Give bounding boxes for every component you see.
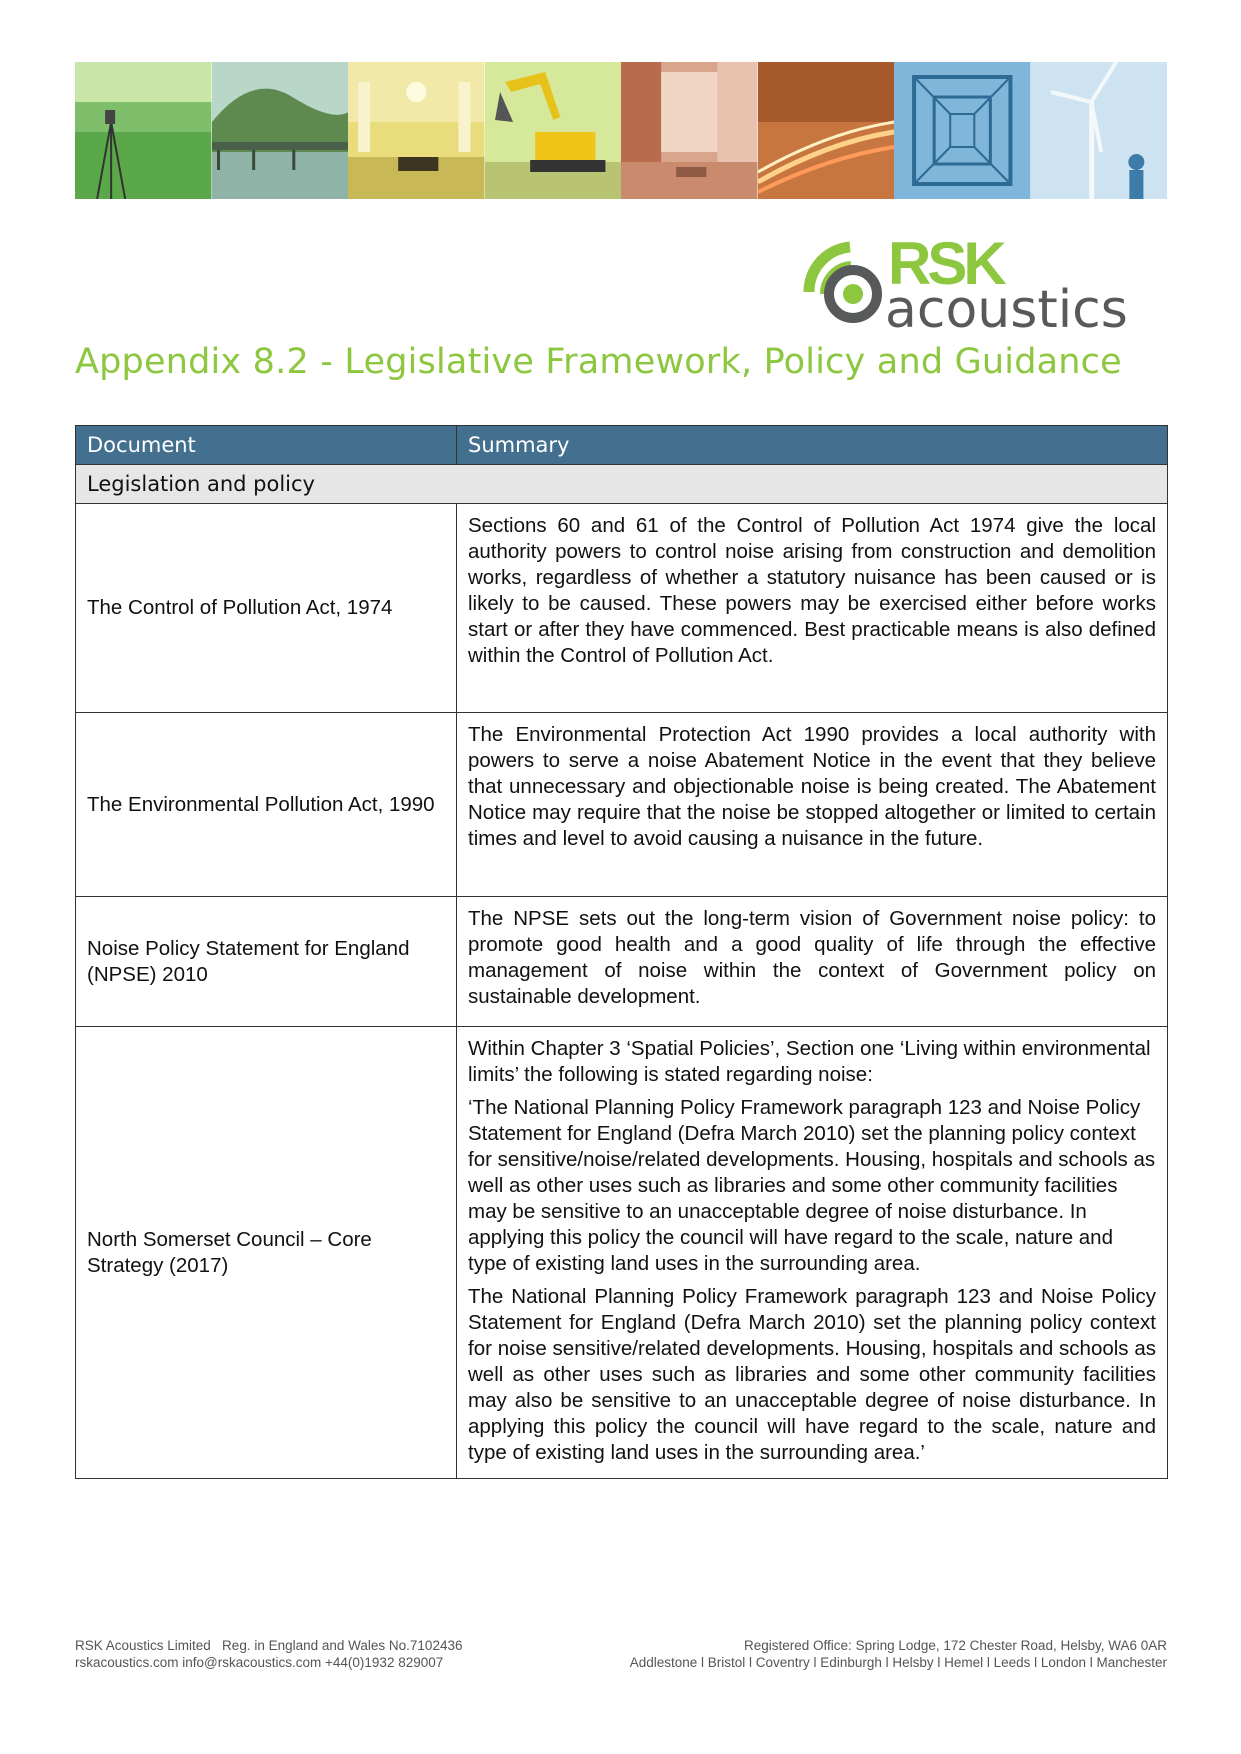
page-title: Appendix 8.2 - Legislative Framework, Policy and Guidance: [75, 342, 1122, 382]
rsk-acoustics-logo: [795, 232, 1170, 332]
column-header-summary: Summary: [457, 426, 1168, 465]
banner-photo-survey: [75, 62, 212, 199]
summary-paragraph: The National Planning Policy Framework paragraph 123 and Noise Policy Statement for England (Defra March 2010) set the planning policy context for noise sensitive/related developments. Housing, hospitals and schools as well as other uses such as libraries and some other community facilities may also be sensitive to an unacceptable degree of noise disturbance. In applying this policy the council will have regard to the scale, nature and type of existing land uses in the surrounding area.’: [468, 1285, 1156, 1464]
table-header-row: [76, 426, 1168, 465]
document-name: North Somerset Council – Core Strategy (2017): [76, 1027, 457, 1479]
section-label: Legislation and policy: [76, 465, 1168, 504]
summary-paragraph: The Environmental Protection Act 1990 provides a local authority with powers to serve a noise Abatement Notice in the event that they believe that unnecessary and objectionable noise is being created. The Abatement Notice may require that the noise be stopped altogether or limited to certain times and level to avoid causing a nuisance in the future.: [468, 723, 1156, 850]
logo-mark-icon: [809, 247, 877, 318]
summary-paragraph: Sections 60 and 61 of the Control of Pollution Act 1974 give the local authority powers to control noise arising from construction and demolition works, regardless of whether a statutory nuisance has been caused or is likely to be caused. These powers may be exercised either before works start or after they have commenced. Best practicable means is also defined within the Control of Pollution Act.: [468, 514, 1156, 667]
document-name: Noise Policy Statement for England (NPSE) 2010: [76, 897, 457, 1027]
document-name: The Environmental Pollution Act, 1990: [76, 713, 457, 897]
table-section-row: [76, 465, 1168, 504]
logo-text-acoustics: acoustics: [885, 280, 1128, 332]
document-name: The Control of Pollution Act, 1974: [76, 504, 457, 713]
banner-photo-concert-hall: [348, 62, 485, 199]
banner-photo-tower: [894, 62, 1031, 199]
footer-contact: rskacoustics.com info@rskacoustics.com +44(0)1932 829007: [75, 1655, 444, 1670]
banner-photo-landscape: [212, 62, 349, 199]
column-header-document: Document: [76, 426, 457, 465]
table-row: [76, 504, 1168, 713]
footer-office-info: [630, 1637, 1167, 1671]
header-banner: [75, 62, 1167, 199]
footer-company-info: [75, 1637, 462, 1671]
footer-registered-office: Registered Office: Spring Lodge, 172 Chester Road, Helsby, WA6 0AR: [744, 1638, 1167, 1653]
summary-paragraph: ‘The National Planning Policy Framework paragraph 123 and Noise Policy Statement for England (Defra March 2010) set the planning policy context for sensitive/noise/related developments. Housing, hospitals and schools as well as other uses such as libraries and some other community facilities may be sensitive to an unacceptable degree of noise disturbance. In applying this policy the council will have regard to the scale, nature and type of existing land uses in the surrounding area.: [468, 1096, 1156, 1275]
footer-locations: Addlestone l Bristol l Coventry l Edinburgh l Helsby l Hemel l Leeds l London l Manchester: [629, 1655, 1167, 1670]
document-summary: [457, 504, 1168, 713]
banner-photo-excavator: [485, 62, 622, 199]
table-row: [76, 713, 1168, 897]
table-row: [76, 897, 1168, 1027]
banner-photo-interior: [621, 62, 758, 199]
banner-photo-wind-turbine: [1031, 62, 1168, 199]
legislation-table: [75, 425, 1168, 1479]
table-row: [76, 1027, 1168, 1479]
logo-text-rsk: RSK: [888, 232, 1003, 297]
document-summary: [457, 1027, 1168, 1479]
banner-photo-traffic: [758, 62, 895, 199]
summary-paragraph: The NPSE sets out the long-term vision of Government noise policy: to promote good health and a good quality of life through the effective management of noise within the context of Government policy on sustainable development.: [468, 907, 1156, 1008]
footer-registration: RSK Acoustics Limited Reg. in England and Wales No.7102436: [75, 1638, 463, 1653]
document-summary: [457, 713, 1168, 897]
document-summary: [457, 897, 1168, 1027]
summary-paragraph: Within Chapter 3 ‘Spatial Policies’, Section one ‘Living within environmental limits’ the following is stated regarding noise:: [468, 1037, 1151, 1086]
